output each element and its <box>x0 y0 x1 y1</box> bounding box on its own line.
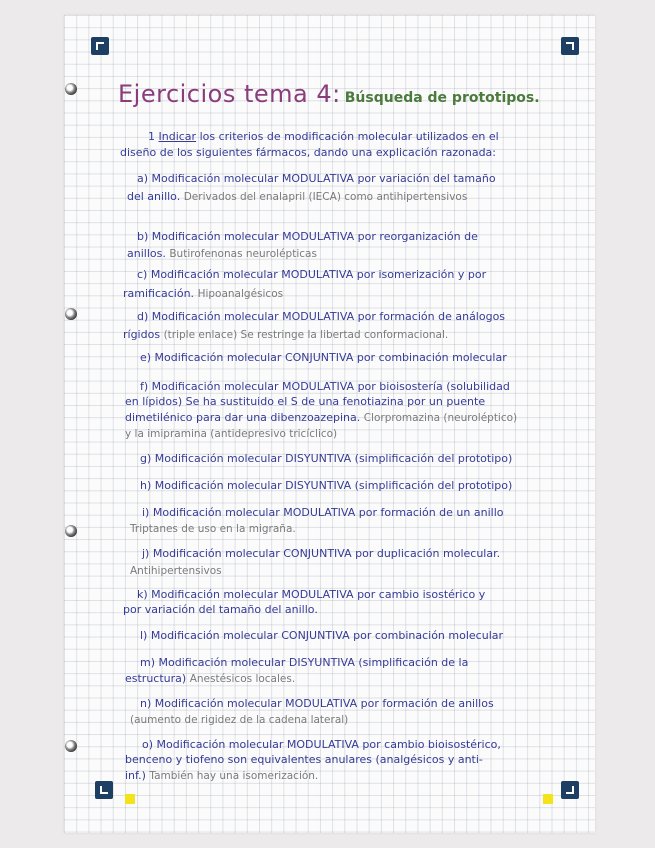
item-l-line-1: l) Modificación molecular CONJUNTIVA por combinación molecular <box>140 629 504 642</box>
binder-hole-2 <box>65 308 77 320</box>
item-n-line-1: n) Modificación molecular MODULATIVA por formación de anillos <box>140 697 494 710</box>
item-d-line-2 <box>123 328 448 342</box>
corner-marker-top-left <box>91 37 109 55</box>
item-c-line-1: c) Modificación molecular MODULATIVA por isomerización y por <box>137 268 487 281</box>
intro-number: 1 <box>148 130 155 143</box>
item-f-line-4: y la imipramina (antidepresivo tricíclico) <box>125 428 338 440</box>
item-a-text: del anillo. <box>127 190 181 203</box>
intro-line-2: diseño de los siguientes fármacos, dando una explicación razonada: <box>120 146 497 159</box>
item-d-line-1: d) Modificación molecular MODULATIVA por formación de análogos <box>137 310 506 323</box>
item-o-line-1: o) Modificación molecular MODULATIVA por cambio bioisostérico, <box>142 738 501 751</box>
item-b-line-1: b) Modificación molecular MODULATIVA por reorganización de <box>137 230 478 243</box>
intro-line-1 <box>148 130 499 144</box>
item-o-text: inf.) <box>125 769 146 782</box>
item-d-text: rígidos <box>123 328 161 341</box>
item-j-line-2: Antihipertensivos <box>130 565 222 577</box>
item-c-line-2 <box>123 287 283 301</box>
item-d-note: (triple enlace) Se restringe la libertad conformacional. <box>163 329 449 341</box>
item-m-note: Anestésicos locales. <box>189 673 296 685</box>
item-i-line-1: i) Modificación molecular MODULATIVA por formación de un anillo <box>142 506 504 519</box>
item-e-line-1: e) Modificación molecular CONJUNTIVA por combinación molecular <box>140 351 507 364</box>
binder-hole-1 <box>65 83 77 95</box>
intro-text-1: los criterios de modificación molecular utilizados en el <box>199 130 499 143</box>
corner-marker-bottom-right <box>561 781 579 799</box>
corner-marker-top-right <box>561 37 579 55</box>
item-o-line-2: benceno y tiofeno son equivalentes anulares (analgésicos y anti- <box>125 753 483 766</box>
item-o-line-3 <box>125 769 318 783</box>
item-k-line-1: k) Modificación molecular MODULATIVA por cambio isostérico y <box>137 588 486 601</box>
item-g-line-1: g) Modificación molecular DISYUNTIVA (simplificación del prototipo) <box>140 452 513 465</box>
item-m-line-1: m) Modificación molecular DISYUNTIVA (simplificación de la <box>140 656 469 669</box>
item-b-text: anillos. <box>127 247 166 260</box>
item-b-note: Butirofenonas neurolépticas <box>169 248 317 260</box>
page-title <box>118 80 540 108</box>
item-a-line-1: a) Modificación molecular MODULATIVA por variación del tamaño <box>137 172 496 185</box>
item-i-line-2: Triptanes de uso en la migraña. <box>130 523 296 535</box>
item-j-line-1: j) Modificación molecular CONJUNTIVA por duplicación molecular. <box>142 547 501 560</box>
intro-heading: Indicar <box>158 130 197 143</box>
item-b-line-2 <box>127 247 317 261</box>
binder-hole-4 <box>65 740 77 752</box>
item-m-line-2 <box>125 672 295 686</box>
item-k-line-2: por variación del tamaño del anillo. <box>123 603 318 616</box>
item-n-line-2: (aumento de rigidez de la cadena lateral) <box>130 714 349 726</box>
item-h-line-1: h) Modificación molecular DISYUNTIVA (simplificación del prototipo) <box>140 479 513 492</box>
title-sub: Búsqueda de prototipos. <box>344 90 540 106</box>
yellow-square-right <box>543 794 553 804</box>
yellow-square-left <box>125 794 135 804</box>
item-c-text: ramificación. <box>123 287 195 300</box>
corner-marker-bottom-left <box>95 781 113 799</box>
item-m-text: estructura) <box>125 672 187 685</box>
item-c-note: Hipoanalgésicos <box>197 288 284 300</box>
item-f-line-1: f) Modificación molecular MODULATIVA por bioisostería (solubilidad <box>140 380 510 393</box>
item-a-line-2 <box>127 190 467 204</box>
item-f-text: dimetilénico para dar una dibenzoazepina. <box>125 411 361 424</box>
title-main: Ejercicios tema 4: <box>118 80 341 108</box>
item-a-note: Derivados del enalapril (IECA) como antihipertensivos <box>183 191 468 203</box>
binder-hole-3 <box>65 525 77 537</box>
item-f-line-2: en lípidos) Se ha sustituido el S de una fenotiazina por un puente <box>125 395 486 408</box>
item-o-note: También hay una isomerización. <box>149 770 319 782</box>
item-f-note-1: Clorpromazina (neuroléptico) <box>363 412 518 424</box>
item-f-line-3 <box>125 411 517 425</box>
